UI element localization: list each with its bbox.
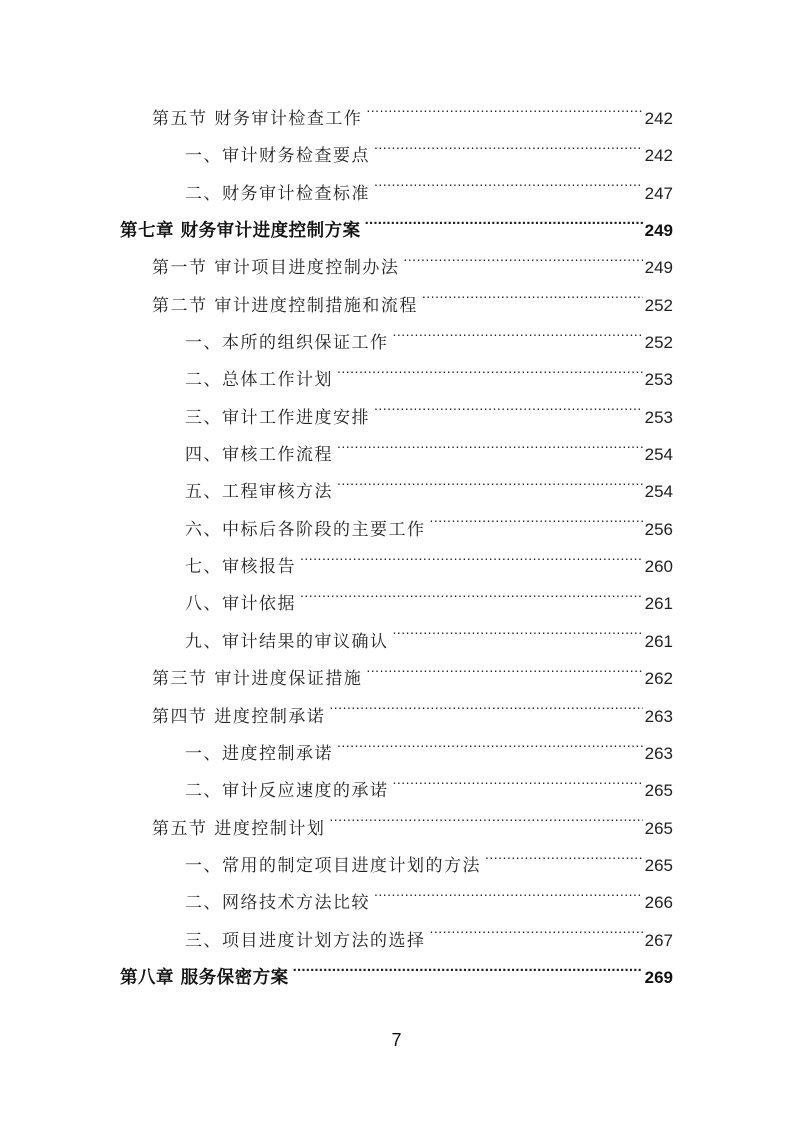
toc-entry-title: 第四节 进度控制承诺 (152, 706, 326, 727)
toc-entry-page: 260 (644, 557, 673, 577)
toc-entry-title: 二、审计反应速度的承诺 (185, 781, 389, 802)
toc-dot-leader (337, 368, 643, 385)
toc-entry-subsection[interactable] (120, 884, 673, 921)
toc-entry-page: 261 (644, 631, 673, 651)
toc-entry-subsection[interactable] (120, 324, 673, 361)
toc-entry-subsection[interactable] (120, 473, 673, 510)
toc-entry-page: 265 (644, 818, 673, 838)
toc-entry-title: 九、审计结果的审议确认 (185, 631, 389, 652)
toc-dot-leader (374, 406, 643, 423)
toc-entry-page: 253 (644, 370, 673, 390)
toc-entry-title: 第五节 进度控制计划 (152, 818, 326, 839)
toc-entry-title: 一、常用的制定项目进度计划的方法 (185, 855, 481, 876)
toc-dot-leader (403, 256, 642, 273)
toc-entry-title: 四、审核工作流程 (185, 445, 333, 466)
toc-entry-page: 265 (644, 781, 673, 801)
toc-entry-subsection[interactable] (120, 847, 673, 884)
toc-dot-leader (430, 518, 643, 535)
toc-dot-leader (393, 630, 643, 647)
toc-entry-subsection[interactable] (120, 175, 673, 212)
toc-entry-subsection[interactable] (120, 436, 673, 473)
toc-entry-page: 269 (644, 967, 673, 987)
toc-dot-leader (374, 144, 643, 161)
toc-dot-leader (422, 294, 643, 311)
toc-entry-title: 五、工程审核方法 (185, 482, 333, 503)
toc-entry-chapter[interactable] (120, 959, 673, 996)
toc-entry-page: 249 (644, 258, 673, 278)
toc-entry-subsection[interactable] (120, 585, 673, 622)
toc-entry-title: 第五节 财务审计检查工作 (152, 109, 363, 129)
toc-entry-subsection[interactable] (120, 137, 673, 174)
toc-dot-leader (329, 817, 642, 834)
toc-entry-page: 252 (644, 295, 673, 315)
toc-entry-page: 256 (644, 519, 673, 539)
toc-dot-leader (374, 182, 643, 199)
toc-entry-subsection[interactable] (120, 511, 673, 548)
toc-dot-leader (337, 742, 643, 759)
toc-entry-page: 253 (644, 407, 673, 427)
toc-entry-subsection[interactable] (120, 772, 673, 809)
toc-dot-leader (430, 929, 643, 946)
toc-entry-section[interactable] (120, 660, 673, 697)
toc-entry-title: 二、总体工作计划 (185, 370, 333, 391)
toc-entry-subsection[interactable] (120, 361, 673, 398)
toc-entry-title: 第二节 审计进度控制措施和流程 (152, 295, 418, 316)
toc-entry-page: 247 (644, 183, 673, 203)
toc-entry-section[interactable] (120, 698, 673, 735)
toc-entry-chapter[interactable] (120, 212, 673, 249)
toc-entry-title: 八、审计依据 (185, 594, 296, 615)
toc-entry-title: 第三节 审计进度保证措施 (152, 669, 363, 690)
toc-entry-subsection[interactable] (120, 623, 673, 660)
toc-dot-leader (300, 555, 643, 572)
toc-dot-leader (300, 592, 643, 609)
toc-entry-title: 三、项目进度计划方法的选择 (185, 930, 426, 951)
toc-entry-subsection[interactable] (120, 548, 673, 585)
toc-dot-leader (329, 705, 642, 722)
toc-entry-title: 第一节 审计项目进度控制办法 (152, 258, 400, 279)
toc-entry-page: 249 (644, 221, 673, 241)
table-of-contents (120, 100, 673, 996)
toc-entry-section[interactable] (120, 810, 673, 847)
toc-dot-leader (337, 480, 643, 497)
toc-entry-page: 267 (644, 930, 673, 950)
toc-entry-page: 263 (644, 743, 673, 763)
toc-entry-title: 一、审计财务检查要点 (185, 146, 370, 167)
toc-dot-leader (365, 219, 643, 237)
toc-entry-page: 242 (644, 109, 673, 128)
toc-entry-title: 第八章 服务保密方案 (120, 967, 289, 988)
toc-entry-title: 一、本所的组织保证工作 (185, 333, 389, 354)
toc-entry-subsection[interactable] (120, 735, 673, 772)
toc-entry-page: 262 (644, 669, 673, 689)
toc-dot-leader (366, 107, 642, 124)
toc-entry-title: 六、中标后各阶段的主要工作 (185, 519, 426, 540)
toc-entry-subsection[interactable] (120, 399, 673, 436)
toc-dot-leader (366, 667, 642, 684)
toc-entry-title: 七、审核报告 (185, 557, 296, 578)
toc-entry-page: 263 (644, 706, 673, 726)
page-number: 7 (391, 1030, 402, 1050)
toc-entry-title: 一、进度控制承诺 (185, 743, 333, 764)
toc-dot-leader (485, 854, 643, 871)
toc-entry-page: 254 (644, 482, 673, 502)
toc-entry-section[interactable] (120, 249, 673, 286)
toc-entry-page: 242 (644, 146, 673, 166)
toc-dot-leader (393, 779, 643, 796)
toc-entry-title: 三、审计工作进度安排 (185, 407, 370, 428)
toc-entry-section[interactable] (120, 287, 673, 324)
toc-entry-section[interactable] (120, 100, 673, 137)
toc-entry-subsection[interactable] (120, 922, 673, 959)
toc-entry-page: 261 (644, 594, 673, 614)
toc-dot-leader (393, 331, 643, 348)
toc-entry-title: 二、网络技术方法比较 (185, 893, 370, 914)
toc-entry-title: 二、财务审计检查标准 (185, 183, 370, 204)
toc-dot-leader (293, 965, 643, 983)
toc-entry-title: 第七章 财务审计进度控制方案 (120, 221, 361, 242)
toc-entry-page: 265 (644, 855, 673, 875)
toc-entry-page: 252 (644, 333, 673, 353)
toc-entry-page: 266 (644, 893, 673, 913)
toc-dot-leader (374, 891, 643, 908)
toc-dot-leader (337, 443, 643, 460)
toc-entry-page: 254 (644, 445, 673, 465)
